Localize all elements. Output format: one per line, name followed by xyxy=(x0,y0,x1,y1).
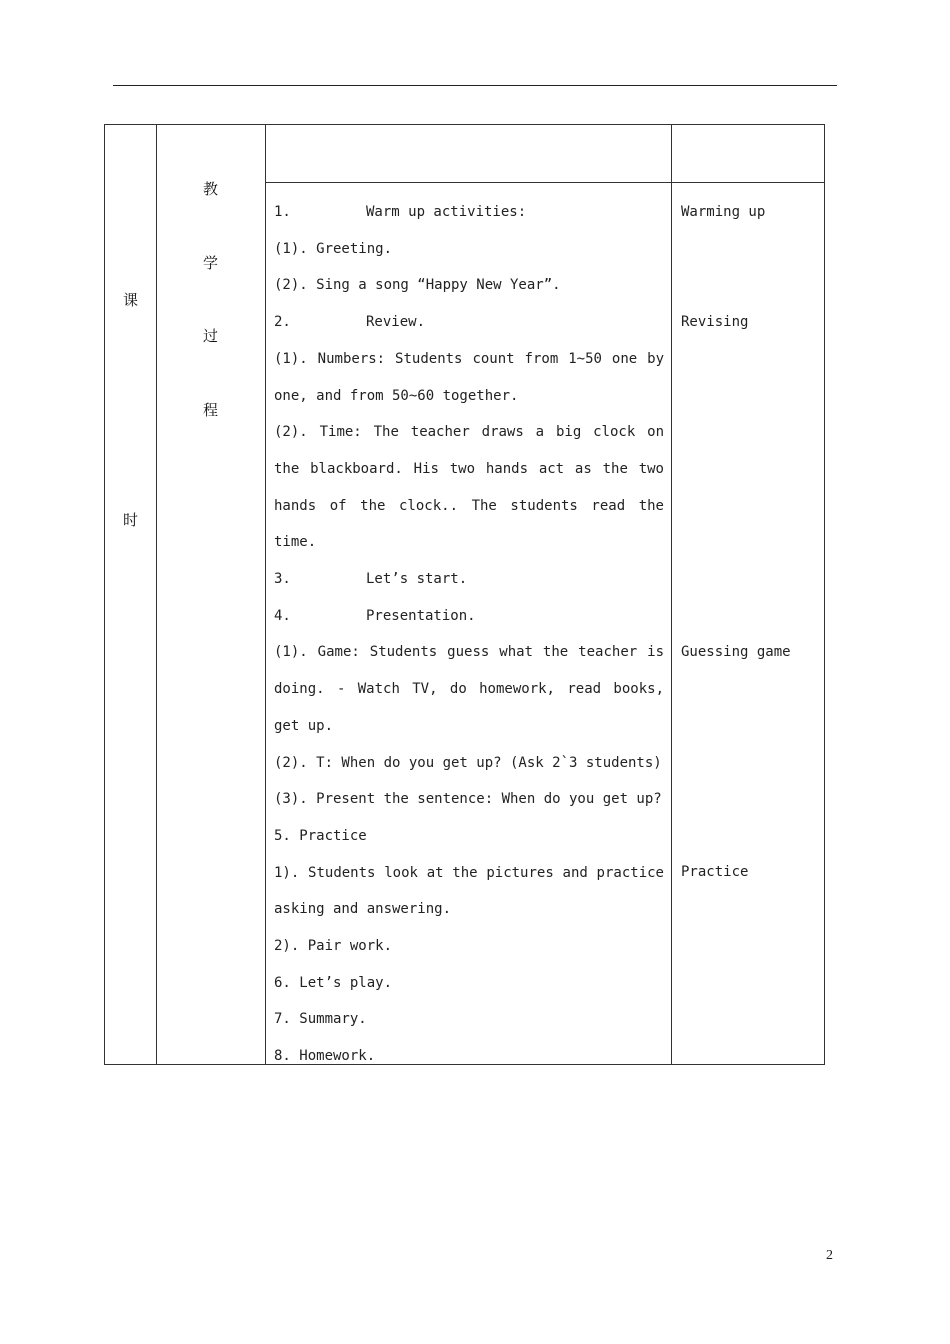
note-revising: Revising xyxy=(681,314,749,330)
content-text: (3). Present the sentence: When do you get up? xyxy=(274,791,662,808)
table-border-top xyxy=(104,124,825,125)
note-practice: Practice xyxy=(681,864,749,880)
step-number: 3. xyxy=(274,571,291,587)
content-line xyxy=(274,239,664,259)
step-number: 1. xyxy=(274,204,291,220)
note-guessing-game: Guessing game xyxy=(681,644,791,660)
note-warming-up: Warming up xyxy=(681,204,766,220)
content-text: one, and from 50~60 together. xyxy=(274,387,519,404)
table-border-left xyxy=(104,124,105,1065)
content-text: 5. Practice xyxy=(274,827,367,844)
step-number: 2. xyxy=(274,314,291,331)
content-line xyxy=(274,459,664,479)
table-border-right xyxy=(824,124,825,1065)
content-line xyxy=(274,275,664,295)
content-line xyxy=(274,1046,664,1066)
content-text: Let’s start. xyxy=(366,571,468,587)
content-text: 2). Pair work. xyxy=(274,938,393,954)
content-line xyxy=(274,1009,664,1029)
content-text: (1). Numbers: Students count from 1~50 one by xyxy=(274,350,664,367)
content-text: asking and answering. xyxy=(274,901,452,918)
content-line xyxy=(274,202,664,222)
col2-char: 程 xyxy=(203,401,219,419)
col2-char: 过 xyxy=(203,327,219,345)
content-line xyxy=(274,679,664,699)
content-line xyxy=(274,716,664,736)
content-line xyxy=(274,826,664,846)
content-line xyxy=(274,936,664,956)
content-line xyxy=(274,753,664,773)
content-text: (2). Sing a song “Happy New Year”. xyxy=(274,277,561,294)
content-text: Warm up activities: xyxy=(366,204,527,220)
content-text: get up. xyxy=(274,717,334,734)
content-text: 8. Homework. xyxy=(274,1048,376,1065)
content-text: (2). Time: The teacher draws a big clock on xyxy=(274,424,664,441)
content-line xyxy=(274,642,664,662)
content-line xyxy=(274,973,664,993)
content-text: doing. - Watch TV, do homework, read books, xyxy=(274,681,664,698)
content-line xyxy=(274,789,664,809)
table-divider-col3 xyxy=(671,124,672,1065)
table-divider-col2 xyxy=(265,124,266,1065)
content-line xyxy=(274,496,664,516)
content-line xyxy=(274,422,664,442)
content-line xyxy=(274,312,664,332)
content-text: (1). Greeting. xyxy=(274,240,393,257)
content-text: the blackboard. His two hands act as the two xyxy=(274,460,664,477)
col1-char: 课 xyxy=(123,291,139,309)
content-line xyxy=(274,606,664,626)
content-text: hands of the clock.. The students read the xyxy=(274,497,664,514)
content-text: 1). Students look at the pictures and practice xyxy=(274,864,664,881)
content-text: Presentation. xyxy=(366,607,476,624)
content-text: Review. xyxy=(366,314,426,331)
content-text: (1). Game: Students guess what the teacher is xyxy=(274,644,664,661)
header-rule xyxy=(113,85,837,86)
content-text: (2). T: When do you get up? (Ask 2`3 students) xyxy=(274,754,662,771)
table-header-divider xyxy=(265,182,825,183)
content-text: time. xyxy=(274,534,317,551)
page-number: 2 xyxy=(826,1248,833,1263)
content-line xyxy=(274,863,664,883)
content-line xyxy=(274,386,664,406)
content-line xyxy=(274,349,664,369)
content-line xyxy=(274,569,664,589)
content-line xyxy=(274,532,664,552)
content-text: 6. Let’s play. xyxy=(274,974,393,991)
col1-char: 时 xyxy=(123,511,139,529)
content-line xyxy=(274,899,664,919)
col2-char: 教 xyxy=(203,180,219,198)
step-number: 4. xyxy=(274,607,291,624)
content-text: 7. Summary. xyxy=(274,1011,367,1028)
table-divider-col1 xyxy=(156,124,157,1065)
col2-char: 学 xyxy=(203,254,219,272)
